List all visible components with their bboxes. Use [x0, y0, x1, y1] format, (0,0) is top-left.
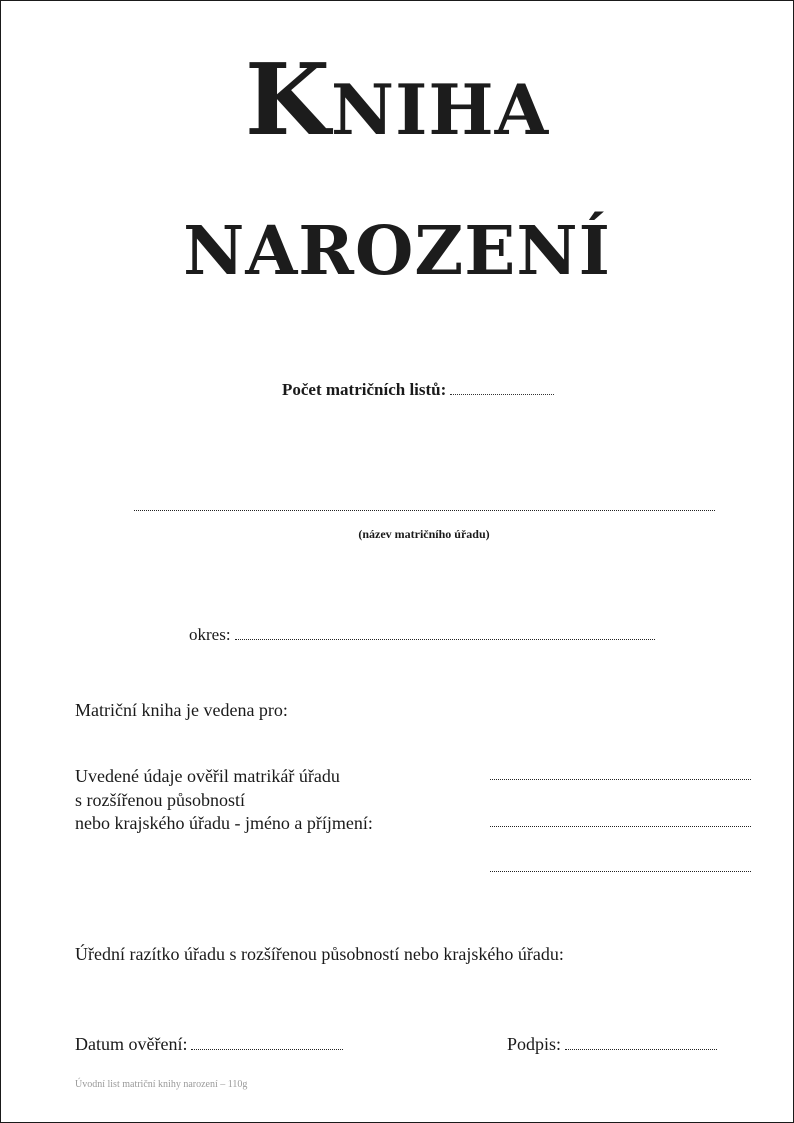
stamp-label: Úřední razítko úřadu s rozšířenou působností nebo krajského úřadu:: [75, 944, 564, 964]
district-row: [189, 625, 655, 645]
title-rest: niha: [331, 43, 550, 158]
verifier-field-3[interactable]: [490, 871, 751, 872]
date-row: [75, 1034, 343, 1055]
signature-label: Podpis:: [507, 1034, 562, 1054]
verifier-field-1[interactable]: [490, 779, 751, 780]
district-label: okres:: [189, 625, 231, 644]
sheet-count-field[interactable]: [450, 393, 554, 395]
date-label: Datum ověření:: [75, 1034, 188, 1054]
kept-for-label: Matriční kniha je vedena pro:: [75, 700, 288, 720]
verified-line-1: Uvedené údaje ověřil matrikář úřadu: [75, 766, 340, 786]
signature-row: [507, 1034, 717, 1055]
date-field[interactable]: [191, 1048, 343, 1050]
sheet-count-row: [282, 380, 554, 400]
verified-by-label: [75, 765, 435, 836]
signature-field[interactable]: [565, 1048, 717, 1050]
verifier-field-2[interactable]: [490, 826, 751, 827]
office-name-field[interactable]: [134, 510, 715, 511]
title-line-1: [0, 43, 794, 158]
office-name-caption: (název matričního úřadu): [358, 527, 490, 541]
sheet-count-label: Počet matričních listů:: [282, 380, 447, 399]
district-field[interactable]: [235, 638, 655, 640]
verified-line-3: nebo krajského úřadu - jméno a příjmení:: [75, 813, 373, 833]
title-initial: K: [244, 43, 332, 158]
verified-line-2: s rozšířenou působností: [75, 789, 245, 810]
title-line-2: narození: [183, 184, 611, 297]
footer-note: Úvodní list matriční knihy narození – 110g: [75, 1079, 248, 1090]
